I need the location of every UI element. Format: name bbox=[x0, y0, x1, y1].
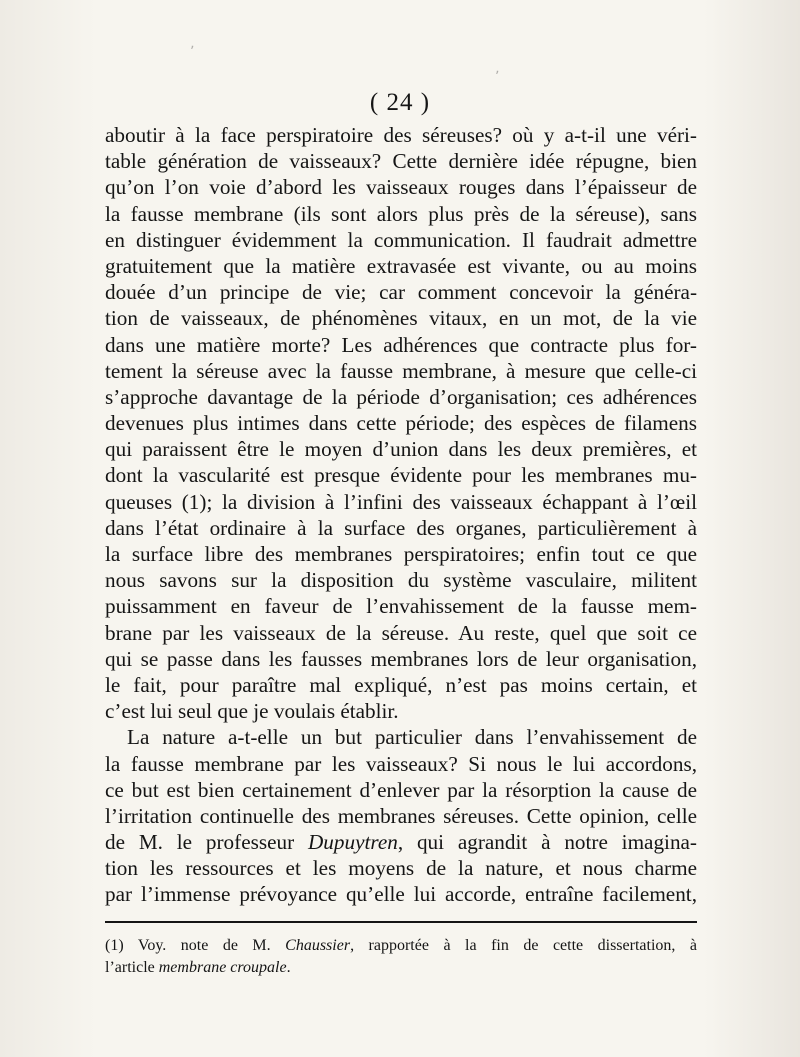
text-line: tement la séreuse avec la fausse membrane, à mesure que celle-ci bbox=[105, 358, 697, 383]
text-line: gratuitement que la matière extravasée est vivante, ou au moins bbox=[105, 253, 697, 278]
professor-name: Dupuytren bbox=[307, 830, 398, 855]
text-line: table génération de vaisseaux? Cette dernière idée répugne, bien bbox=[105, 149, 697, 174]
paragraph-end-line: c’est lui seul que je voulais établir. bbox=[105, 699, 399, 724]
footnote-divider bbox=[105, 921, 697, 923]
page-number: ( 24 ) bbox=[369, 89, 431, 116]
text-line: qui paraissent être le moyen d’union dans les deux premières, et bbox=[105, 437, 697, 462]
text-line-with-name bbox=[105, 829, 697, 855]
text-line: devenues plus intimes dans cette période; des espèces de filamens bbox=[105, 411, 697, 436]
text-line: la fausse membrane (ils sont alors plus près de la séreuse), sans bbox=[105, 201, 697, 226]
paper-speck: ʼ bbox=[495, 69, 500, 85]
text-line: puissamment en faveur de l’envahissement de la fausse mem- bbox=[105, 594, 697, 619]
footnote-author: Chaussier bbox=[285, 937, 351, 954]
footnote-term: membrane croupale bbox=[158, 959, 287, 976]
text-line: douée d’un principe de vie; car comment concevoir la généra- bbox=[105, 280, 697, 305]
text-line: qui se passe dans les fausses membranes lors de leur organisation, bbox=[105, 646, 697, 671]
text-line: dont la vascularité est presque évidente pour les membranes mu- bbox=[105, 463, 697, 488]
footnote-middle: , rapportée à la fin de cette dissertation, à bbox=[350, 937, 697, 954]
text-line: nous savons sur la disposition du système vasculaire, militent bbox=[105, 568, 697, 593]
paragraph-start-line: La nature a-t-elle un but particulier dans l’envahissement de bbox=[127, 725, 697, 750]
footnote bbox=[105, 935, 697, 979]
text-line: s’approche davantage de la période d’organisation; ces adhérences bbox=[105, 384, 697, 409]
line-fragment: de M. le professeur bbox=[105, 830, 308, 855]
line-fragment: , qui agrandit à notre imagina- bbox=[397, 830, 697, 855]
footnote-line-1 bbox=[105, 935, 697, 957]
footnote-prefix: (1) Voy. note de M. bbox=[105, 937, 286, 954]
text-line: dans l’état ordinaire à la surface des organes, particulièrement à bbox=[105, 515, 697, 540]
text-line: ce but est bien certainement d’enlever par la résorption la cause de bbox=[105, 777, 697, 802]
footnote-line2-prefix: l’article bbox=[105, 959, 159, 976]
footnote-line2-suffix: . bbox=[286, 959, 291, 976]
text-line: la fausse membrane par les vaisseaux? Si nous le lui accordons, bbox=[105, 751, 697, 776]
text-line: par l’immense prévoyance qu’elle lui accorde, entraîne facilement, bbox=[105, 882, 697, 907]
text-line: la surface libre des membranes perspiratoires; enfin tout ce que bbox=[105, 542, 697, 566]
text-line: dans une matière morte? Les adhérences que contracte plus for- bbox=[105, 332, 697, 357]
footnote-line-2 bbox=[105, 957, 697, 979]
text-line: qu’on l’on voie d’abord les vaisseaux rouges dans l’épaisseur de bbox=[105, 175, 697, 200]
text-line: aboutir à la face perspiratoire des séreuses? où y a-t-il une véri- bbox=[105, 123, 697, 147]
text-line: queuses (1); la division à l’infini des vaisseaux échappant à l’œil bbox=[105, 489, 697, 514]
main-text-block bbox=[105, 122, 697, 908]
text-line: brane par les vaisseaux de la séreuse. Au reste, quel que soit ce bbox=[105, 620, 697, 645]
paper-speck: ʼ bbox=[190, 44, 195, 60]
text-line: l’irritation continuelle des membranes séreuses. Cette opinion, celle bbox=[105, 803, 697, 828]
text-line: tion les ressources et les moyens de la nature, et nous charme bbox=[105, 856, 697, 881]
text-line: le fait, pour paraître mal expliqué, n’est pas moins certain, et bbox=[105, 672, 697, 697]
text-line: en distinguer évidemment la communication. Il faudrait admettre bbox=[105, 227, 697, 252]
text-line: tion de vaisseaux, de phénomènes vitaux, en un mot, de la vie bbox=[105, 306, 697, 331]
